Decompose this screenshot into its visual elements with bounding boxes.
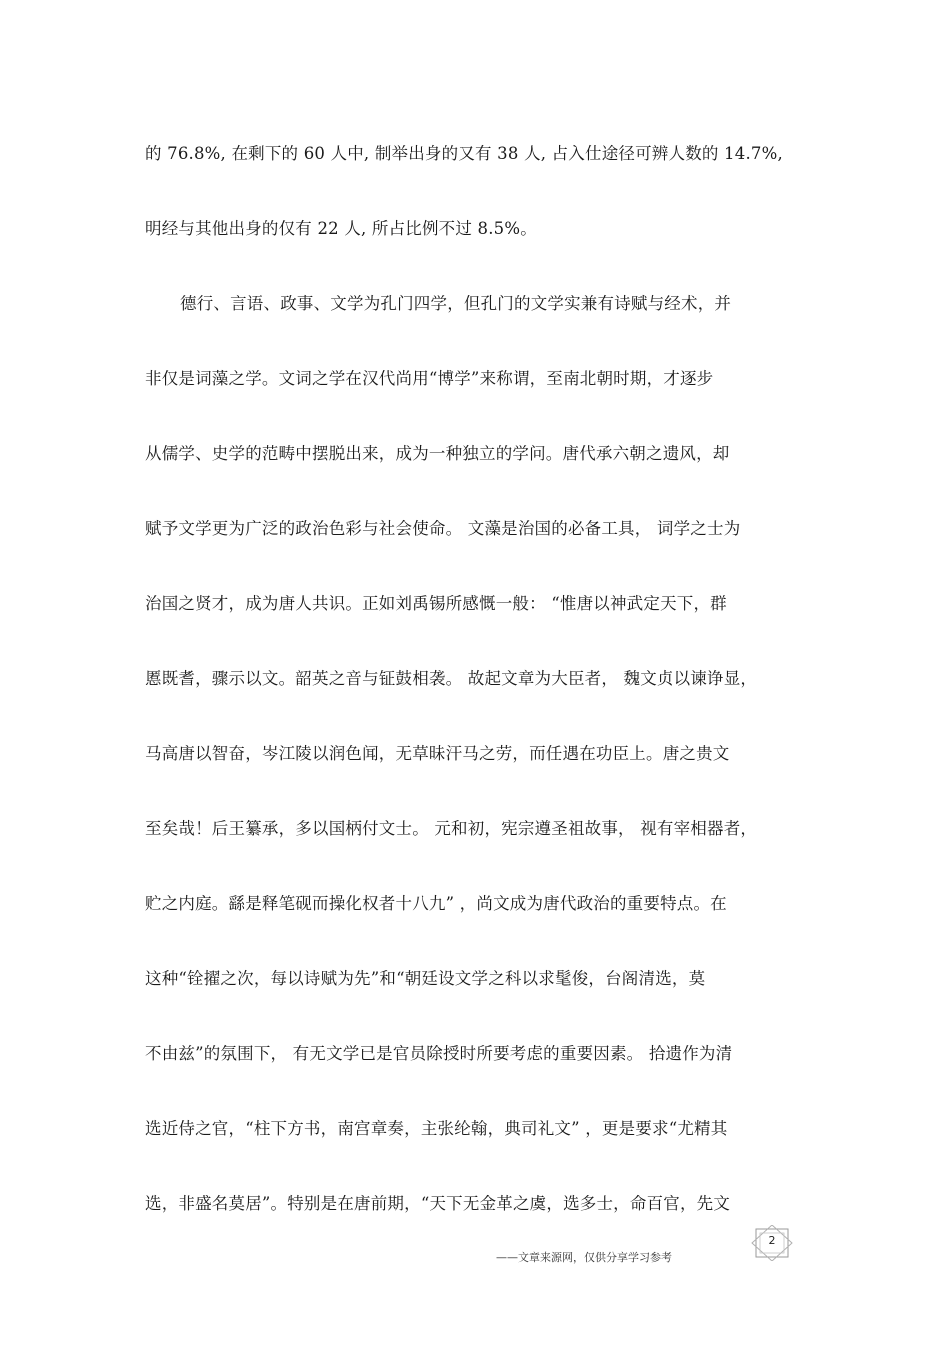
body-line-5: 从儒学、史学的范畴中摆脱出来，成为一种独立的学问。唐代承六朝之遗风，却 <box>145 444 730 463</box>
source-note: ——文章来源网，仅供分享学习参考 <box>496 1251 672 1264</box>
body-line-6: 赋予文学更为广泛的政治色彩与社会使命。 文藻是治国的必备工具， 词学之士为 <box>145 519 741 538</box>
body-line-14: 选近侍之官，“柱下方书，南宫章奏，主张纶翰，典司礼文” ，更是要求“尤精其 <box>145 1119 728 1138</box>
body-line-3: 德行、言语、政事、文学为孔门四学，但孔门的文学实兼有诗赋与经术，并 <box>180 294 732 313</box>
body-line-1: 的 76.8%, 在剩下的 60 人中, 制举出身的又有 38 人, 占入仕途径可辨人数的 14.7%, <box>145 144 783 163</box>
body-line-4: 非仅是词藻之学。文词之学在汉代尚用“博学”来称谓，至南北朝时期，才逐步 <box>145 369 714 388</box>
body-line-9: 马高唐以智奋，岑江陵以润色闻，无草昧汗马之劳，而任遇在功臣上。唐之贵文 <box>145 744 730 763</box>
body-line-15: 选，非盛名莫居”。特别是在唐前期，“天下无金革之虞，选多士，命百官，先文 <box>145 1194 731 1213</box>
body-line-2: 明经与其他出身的仅有 22 人, 所占比例不过 8.5%。 <box>145 219 537 238</box>
body-line-13: 不由兹”的氛围下， 有无文学已是官员除授时所要考虑的重要因素。 拾遗作为清 <box>145 1044 733 1063</box>
body-line-11: 贮之内庭。繇是释笔砚而操化权者十八九” ，尚文成为唐代政治的重要特点。在 <box>145 894 727 913</box>
page-number-badge <box>748 1225 796 1261</box>
page-number: 2 <box>768 1234 776 1247</box>
body-line-12: 这种“铨擢之次，每以诗赋为先”和“朝廷设文学之科以求髦俊，台阁清选，莫 <box>145 969 706 988</box>
body-line-10: 至矣哉！后王纂承，多以国柄付文士。 元和初，宪宗遵圣祖故事， 视有宰相器者， <box>145 819 758 838</box>
body-line-8: 慝既耆，骤示以文。韶英之音与钲鼓相袭。 故起文章为大臣者， 魏文贞以谏诤显， <box>145 669 758 688</box>
body-line-7: 治国之贤才，成为唐人共识。正如刘禹锡所感慨一般： “惟唐以神武定天下，群 <box>145 594 727 613</box>
